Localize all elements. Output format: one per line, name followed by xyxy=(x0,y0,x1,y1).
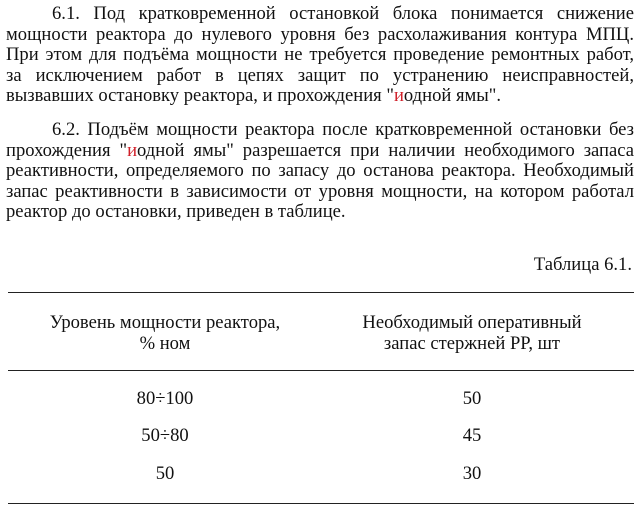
paragraph-6-1 xyxy=(6,4,634,107)
table-header-power-level: Уровень мощности реактора, % ном xyxy=(49,312,281,354)
table-header-rule xyxy=(8,370,634,371)
table-cell-reserve-row-3: 30 xyxy=(462,463,482,484)
paragraph-6-1-highlighted-letter: и xyxy=(393,85,404,107)
table-cell-reserve-row-2: 45 xyxy=(462,425,482,446)
table-caption: Таблица 6.1. xyxy=(533,254,632,275)
paragraph-6-2-highlighted-letter: и xyxy=(127,139,138,161)
paragraph-6-2-text-a: 6.2. Подъём мощности реактора после кратковременной остановки без прохождения " xyxy=(6,119,634,161)
table-cell-power-row-2: 50÷80 xyxy=(141,425,189,446)
table-header-rod-reserve: Необходимый оперативный запас стержней РР, шт xyxy=(362,312,582,354)
table-cell-power-row-1: 80÷100 xyxy=(136,388,194,409)
paragraph-6-1-text-a: 6.1. Под кратковременной остановкой блока понимается снижение мощности реактора до нулевого уровня без расхолаживания контура МПЦ. При этом для подъёма мощности не требуется проведение ремонтных работ, за исключением работ в цепях защит по устранению неисправностей, вызвавших остановку реактора, и прохождения " xyxy=(6,3,634,107)
table-cell-power-row-3: 50 xyxy=(155,463,175,484)
table-top-rule xyxy=(8,292,634,293)
paragraph-6-1-text-b: одной ямы". xyxy=(403,85,502,107)
table-bottom-rule xyxy=(8,503,634,504)
paragraph-6-2 xyxy=(6,120,634,223)
table-cell-reserve-row-1: 50 xyxy=(462,388,482,409)
paragraph-6-2-text-b: одной ямы" разрешается при наличии необходимого запаса реактивности, определяемого по запасу до останова реактора. Необходимый запас реактивности в зависимости от уровня мощности, на котором работал реактор до остановки, приведен в таблице. xyxy=(6,139,634,223)
